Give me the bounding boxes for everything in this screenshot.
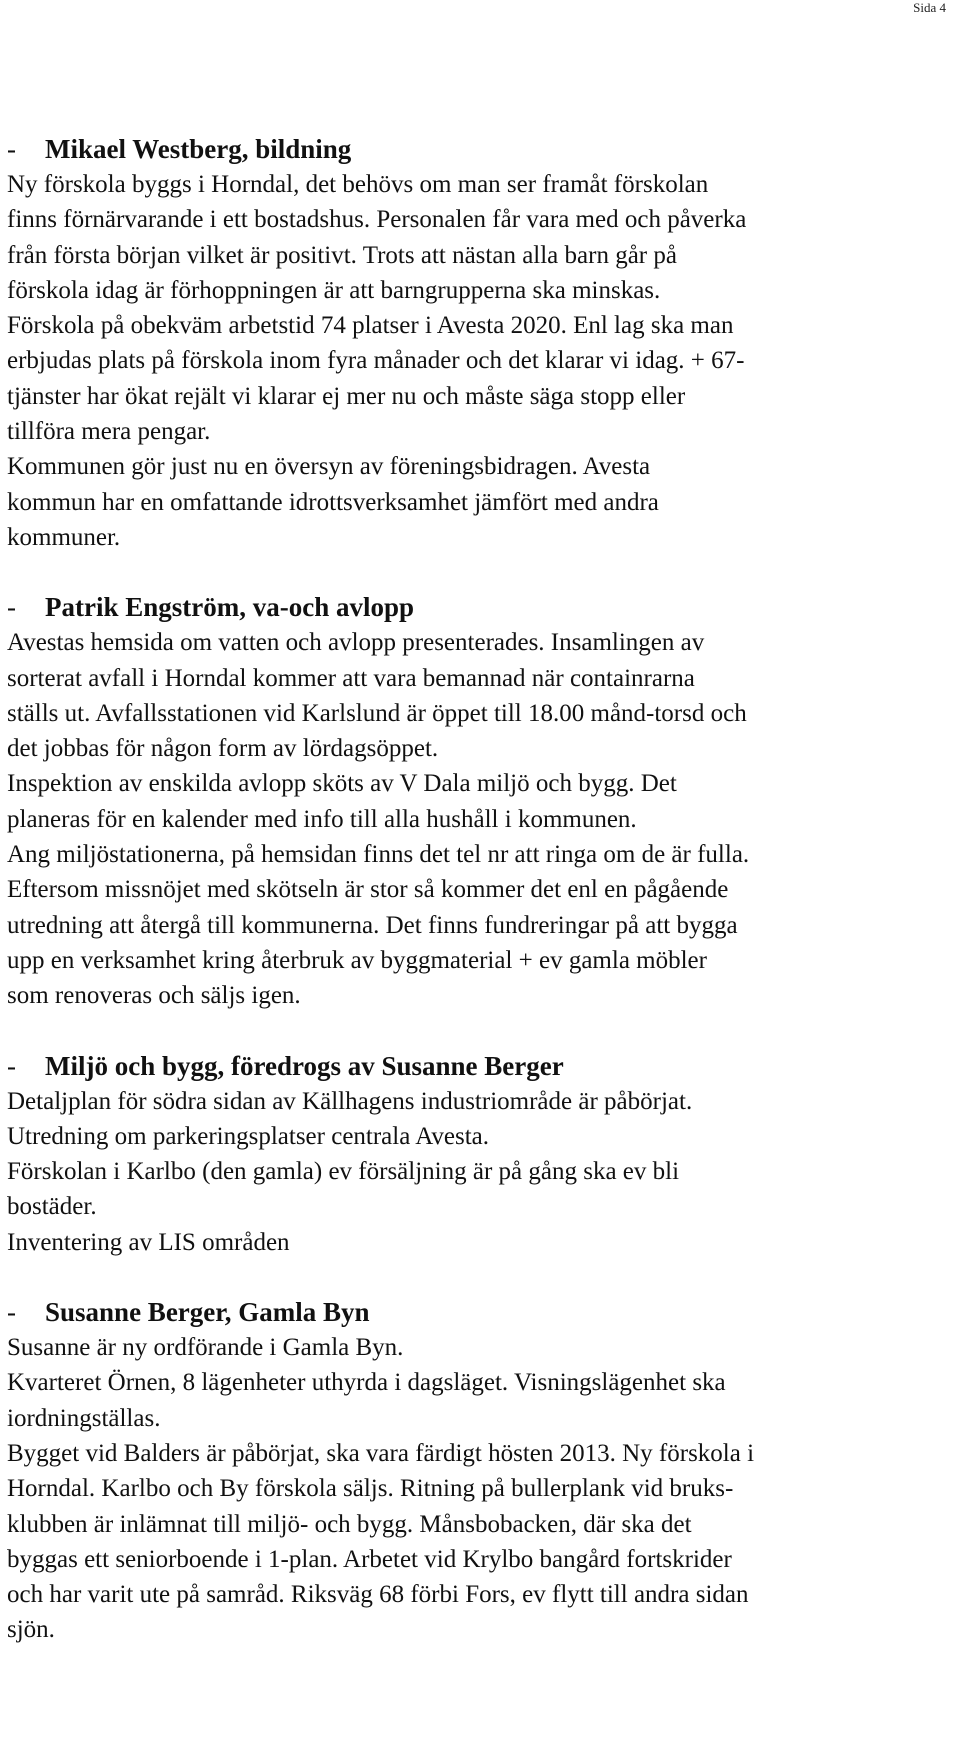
paragraph-line: upp en verksamhet kring återbruk av byggmaterial + ev gamla möbler — [7, 946, 707, 974]
section-gamla-byn — [7, 1295, 952, 1648]
section-spacer — [7, 1260, 952, 1295]
paragraph-line: kommun har en omfattande idrottsverksamhet jämfört med andra — [7, 488, 659, 516]
paragraph-line: bostäder. — [7, 1193, 97, 1221]
section-spacer — [7, 555, 952, 590]
section-heading — [7, 590, 952, 625]
paragraph-line: Ny förskola byggs i Horndal, det behövs om man ser framåt förskolan — [7, 171, 709, 198]
section-miljo-och-bygg — [7, 1049, 952, 1260]
paragraph-line: Avestas hemsida om vatten och avlopp presenterades. Insamlingen av — [7, 629, 705, 657]
paragraph-line: finns förnärvarande i ett bostadshus. Personalen får vara med och påverka — [7, 206, 747, 234]
paragraph-line: Horndal. Karlbo och By förskola säljs. Ritning på bullerplank vid bruks- — [7, 1475, 734, 1503]
paragraph-line: Bygget vid Balders är påbörjat, ska vara färdigt hösten 2013. Ny förskola i — [7, 1439, 755, 1467]
paragraph-line: Ang miljöstationerna, på hemsidan finns det tel nr att ringa om de är fulla. — [7, 841, 750, 869]
paragraph-line: ställs ut. Avfallsstationen vid Karlslund är öppet till 18.00 månd-torsd och — [7, 699, 747, 727]
paragraph-line: Inspektion av enskilda avlopp sköts av V Dala miljö och bygg. Det — [7, 770, 677, 798]
paragraph-line: tillföra mera pengar. — [7, 418, 211, 446]
section-spacer — [7, 1014, 952, 1049]
paragraph-line: iordningställas. — [7, 1404, 161, 1432]
section-heading — [7, 1049, 952, 1084]
heading-dash: - — [7, 1297, 16, 1328]
heading-dash: - — [7, 1050, 16, 1081]
paragraph-line: erbjudas plats på förskola inom fyra månader och det klarar vi idag. + 67- — [7, 347, 745, 375]
paragraph-line: Utredning om parkeringsplatser centrala Avesta. — [7, 1122, 490, 1150]
paragraph-line: klubben är inlämnat till miljö- och bygg. Månsbobacken, där ska det — [7, 1510, 692, 1538]
heading-title: Patrik Engström, va-och avlopp — [45, 592, 415, 623]
paragraph-line: Förskola på obekväm arbetstid 74 platser i Avesta 2020. Enl lag ska man — [7, 312, 734, 340]
paragraph-line: Kvarteret Örnen, 8 lägenheter uthyrda i dagsläget. Visningslägenhet ska — [7, 1369, 726, 1397]
page-number: Sida 4 — [913, 0, 946, 15]
paragraph-line: tjänster har ökat rejält vi klarar ej mer nu och måste säga stopp eller — [7, 382, 686, 410]
paragraph-line: från första början vilket är positivt. Trots att nästan alla barn går på — [7, 241, 677, 269]
paragraph-line: planeras för en kalender med info till alla hushåll i kommunen. — [7, 805, 637, 833]
paragraph-line: Inventering av LIS områden — [7, 1228, 290, 1256]
paragraph-line: byggas ett seniorboende i 1-plan. Arbetet vid Krylbo bangård fortskrider — [7, 1545, 732, 1573]
paragraph-line: sorterat avfall i Horndal kommer att vara bemannad när containrarna — [7, 664, 695, 692]
paragraph-line: Eftersom missnöjet med skötseln är stor så kommer det enl en pågående — [7, 876, 729, 904]
section-heading — [7, 132, 952, 167]
paragraph-line: det jobbas för någon form av lördagsöppet. — [7, 735, 439, 763]
paragraph-line: Detaljplan för södra sidan av Källhagens industriområde är påbörjat. — [7, 1087, 693, 1115]
paragraph-line: Susanne är ny ordförande i Gamla Byn. — [7, 1334, 404, 1362]
heading-title: Susanne Berger, Gamla Byn — [45, 1297, 370, 1328]
section-heading — [7, 1295, 952, 1330]
heading-dash: - — [7, 592, 16, 623]
section-va-och-avlopp — [7, 590, 952, 1013]
paragraph-line: förskola idag är förhoppningen är att barngrupperna ska minskas. — [7, 276, 661, 304]
heading-dash: - — [7, 134, 16, 164]
paragraph-line: och har varit ute på samråd. Riksväg 68 förbi Fors, ev flytt till andra sidan — [7, 1581, 749, 1609]
paragraph-line: Kommunen gör just nu en översyn av föreningsbidragen. Avesta — [7, 453, 651, 481]
section-bildning — [7, 132, 952, 555]
document-body — [7, 132, 952, 1648]
heading-title: Miljö och bygg, föredrogs av Susanne Berger — [45, 1050, 564, 1081]
paragraph-line: Förskolan i Karlbo (den gamla) ev försäljning är på gång ska ev bli — [7, 1158, 680, 1186]
paragraph-line: som renoveras och säljs igen. — [7, 982, 301, 1010]
paragraph-line: kommuner. — [7, 523, 121, 551]
heading-title: Mikael Westberg, bildning — [45, 134, 352, 164]
paragraph-line: sjön. — [7, 1616, 55, 1644]
paragraph-line: utredning att återgå till kommunerna. Det finns fundreringar på att bygga — [7, 911, 738, 939]
